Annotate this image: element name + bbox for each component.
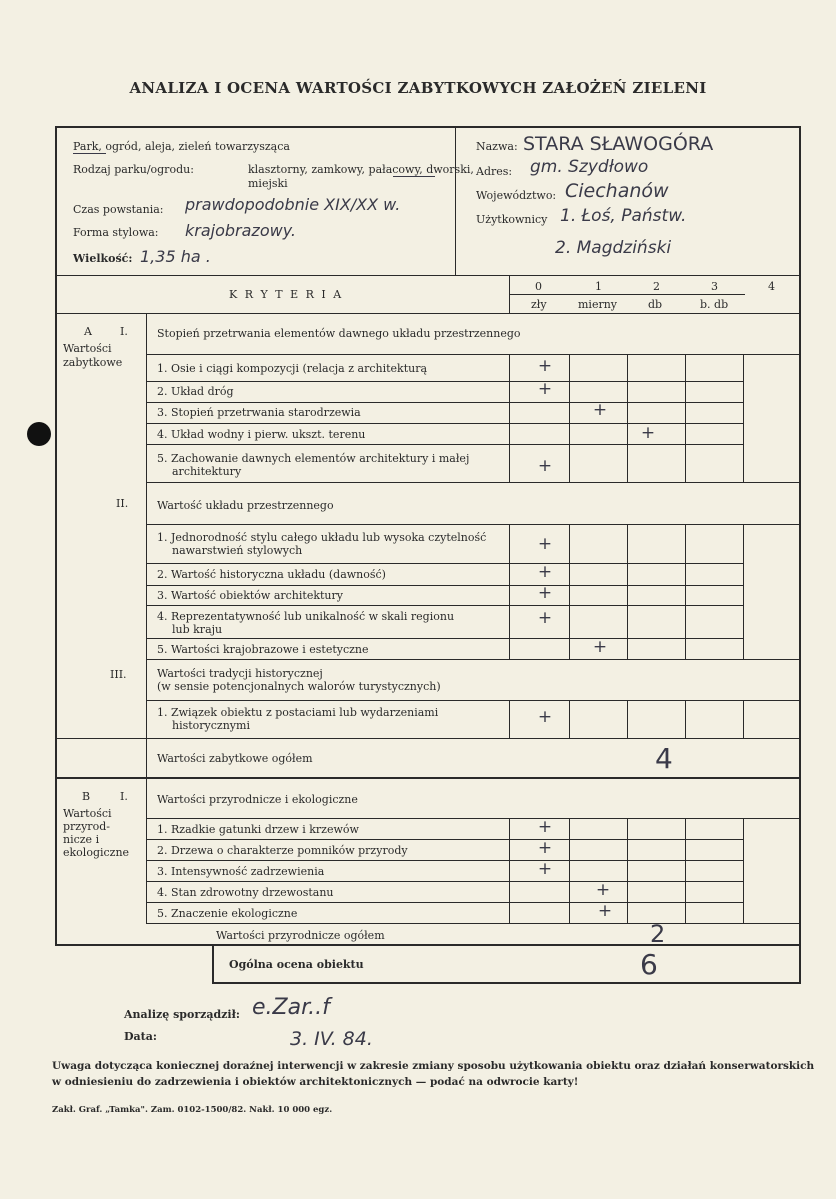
- rodzaj-label: Rodzaj parku/ogrodu:: [73, 163, 194, 176]
- uzytkownicy-value-2: 2. Magdziński: [555, 238, 672, 258]
- rule: [685, 355, 686, 483]
- czas-label: Czas powstania:: [73, 203, 164, 216]
- rule: [55, 777, 801, 779]
- imprint: Zakł. Graf. „Tamka". Zam. 0102-1500/82. Nakł. 10 000 egz.: [52, 1105, 333, 1115]
- adres-label: Adres:: [476, 165, 513, 178]
- rule: [146, 381, 743, 382]
- criterion-b-4: 4. Stan zdrowotny drzewostanu: [157, 886, 334, 899]
- criterion-a2-4-cont: lub kraju: [172, 623, 223, 636]
- uzytkownicy-value-1: 1. Łoś, Państw.: [560, 206, 687, 226]
- wojewodztwo-label: Województwo:: [476, 189, 557, 202]
- total-b-value: 2: [650, 920, 666, 948]
- rule: [627, 355, 628, 483]
- criterion-b-5: 5. Znaczenie ekologiczne: [157, 907, 298, 920]
- rule: [627, 701, 628, 738]
- rule: [146, 902, 743, 903]
- criterion-a1-3: 3. Stopień przetrwania starodrzewia: [157, 406, 361, 419]
- col-num-3: 3: [711, 280, 718, 293]
- col-num-2: 2: [653, 280, 660, 293]
- criterion-a2-1: 1. Jednorodność stylu całego układu lub wysoka czytelność: [157, 531, 487, 544]
- col-label-1: mierny: [578, 298, 618, 311]
- analiza-label: Analizę sporządził:: [124, 1008, 240, 1021]
- criterion-a1-4: 4. Układ wodny i pierw. ukszt. terenu: [157, 428, 366, 441]
- criterion-a1-5: 5. Zachowanie dawnych elementów architektury i małej: [157, 452, 470, 465]
- mark-a1-5: +: [537, 456, 553, 476]
- kryteria-bottom: [55, 313, 801, 314]
- group-3-title-2: (w sensie potencjonalnych walorów turystycznych): [157, 680, 441, 693]
- wielkosc-label: Wielkość:: [73, 252, 133, 265]
- kryteria-num-line: [509, 294, 745, 295]
- rule: [685, 701, 686, 738]
- rule: [743, 355, 744, 483]
- rule: [509, 355, 510, 483]
- page-title: ANALIZA I OCENA WARTOŚCI ZABYTKOWYCH ZAŁOŻEŃ ZIELENI: [129, 79, 707, 97]
- frame-left: [55, 126, 57, 946]
- col-num-0: 0: [535, 280, 542, 293]
- czas-value: prawdopodobnie XIX/XX w.: [185, 195, 401, 214]
- criterion-a2-4: 4. Reprezentatywność lub unikalność w skali regionu: [157, 610, 455, 623]
- section-a-roman: I.: [120, 325, 128, 338]
- rule: [569, 355, 570, 483]
- rule: [146, 585, 743, 586]
- section-a-letter: A: [84, 325, 92, 338]
- rule: [627, 819, 628, 924]
- rule: [146, 605, 743, 606]
- park-underline: [73, 153, 106, 154]
- overall-left: [212, 944, 214, 984]
- mark-a1-1: +: [537, 356, 553, 376]
- criterion-b-3: 3. Intensywność zadrzewienia: [157, 865, 325, 878]
- section-a-roman-3: III.: [110, 668, 127, 681]
- forma-label: Forma stylowa:: [73, 226, 159, 239]
- mark-a3-1: +: [537, 707, 553, 727]
- analiza-signature: e.Zar..f: [252, 995, 330, 1020]
- rule: [146, 524, 801, 525]
- col-num-1: 1: [595, 280, 602, 293]
- section-b-label-3: nicze i: [63, 833, 100, 846]
- uzytkownicy-label: Użytkownicy: [476, 213, 548, 226]
- total-a-label: Wartości zabytkowe ogółem: [157, 752, 313, 765]
- col-num-4: 4: [768, 280, 775, 293]
- punch-hole: [27, 422, 51, 446]
- mark-a2-4: +: [537, 608, 553, 628]
- rule: [146, 638, 743, 639]
- nazwa-label: Nazwa:: [476, 140, 518, 153]
- header-divider: [455, 126, 456, 276]
- mark-a2-5: +: [592, 637, 608, 657]
- wojewodztwo-value: Ciechanów: [565, 180, 669, 202]
- col-label-0: zły: [531, 298, 547, 311]
- rule: [146, 700, 801, 701]
- rule: [146, 402, 743, 403]
- section-b-letter: B: [82, 790, 91, 803]
- criterion-a3-1: 1. Związek obiektu z postaciami lub wydarzeniami: [157, 706, 439, 719]
- criterion-a3-1-cont: historycznymi: [172, 719, 250, 732]
- rule: [743, 819, 744, 924]
- nazwa-value: STARA SŁAWOGÓRA: [523, 133, 714, 155]
- rule: [146, 482, 801, 483]
- rule: [55, 738, 801, 739]
- mark-b-3: +: [537, 859, 553, 879]
- rule: [569, 525, 570, 660]
- section-a-label-1: Wartości: [63, 342, 112, 355]
- rule: [146, 860, 743, 861]
- rule: [146, 659, 801, 660]
- rule: [569, 701, 570, 738]
- note-line-1: Uwaga dotycząca koniecznej doraźnej interwencji w zakresie zmiany sposobu użytkowania obiektu oraz działań konserwatorskich: [52, 1060, 815, 1072]
- rule: [146, 881, 743, 882]
- group-2-title: Wartość układu przestrzennego: [157, 499, 334, 512]
- col-label-2: db: [648, 298, 663, 311]
- mark-a2-1: +: [537, 534, 553, 554]
- criterion-b-1: 1. Rzadkie gatunki drzew i krzewów: [157, 823, 359, 836]
- rule: [146, 444, 743, 445]
- section-b-label-2: przyrod-: [63, 820, 110, 833]
- rule: [743, 701, 744, 738]
- rule: [685, 819, 686, 924]
- rule: [743, 525, 744, 660]
- rule: [146, 738, 147, 778]
- mark-a2-2: +: [537, 562, 553, 582]
- criterion-a1-5-cont: architektury: [172, 465, 242, 478]
- frame-bottom: [55, 944, 801, 946]
- park-type-line: Park, ogród, aleja, zieleń towarzysząca: [73, 140, 290, 153]
- frame-right: [799, 126, 801, 984]
- criterion-a1-1: 1. Osie i ciągi kompozycji (relacja z architekturą: [157, 362, 428, 375]
- frame-top: [55, 126, 801, 128]
- section-b-roman: I.: [120, 790, 128, 803]
- rule: [627, 525, 628, 660]
- data-value: 3. IV. 84.: [290, 1028, 373, 1050]
- mark-a1-4: +: [640, 423, 656, 443]
- data-label: Data:: [124, 1030, 157, 1043]
- dworski-underline: [393, 176, 435, 177]
- criterion-a2-3: 3. Wartość obiektów architektury: [157, 589, 343, 602]
- group-1-line: [146, 354, 801, 355]
- rule: [569, 819, 570, 924]
- rule: [146, 818, 801, 819]
- group-1-title: Stopień przetrwania elementów dawnego układu przestrzennego: [157, 327, 521, 340]
- criterion-b-2: 2. Drzewa o charakterze pomników przyrody: [157, 844, 408, 857]
- overall-bottom: [212, 982, 801, 984]
- mark-b-5: +: [597, 901, 613, 921]
- overall-value: 6: [640, 948, 658, 981]
- col-label-3: b. db: [700, 298, 729, 311]
- mark-a1-3: +: [592, 400, 608, 420]
- header-bottom: [55, 275, 801, 276]
- section-a-label-2: zabytkowe: [63, 356, 123, 369]
- wielkosc-value: 1,35 ha .: [140, 247, 211, 266]
- rule: [146, 923, 801, 924]
- adres-value: gm. Szydłowo: [530, 157, 649, 177]
- section-b-label-4: ekologiczne: [63, 846, 130, 859]
- criterion-a2-5: 5. Wartości krajobrazowe i estetyczne: [157, 643, 369, 656]
- mark-a2-3: +: [537, 583, 553, 603]
- forma-value: krajobrazowy.: [185, 221, 297, 240]
- criterion-a1-2: 2. Układ dróg: [157, 385, 234, 398]
- criterion-a2-1-cont: nawarstwień stylowych: [172, 544, 303, 557]
- sec-a-left-col: [146, 313, 147, 738]
- section-a-roman-2: II.: [116, 497, 129, 510]
- overall-label: Ogólna ocena obiektu: [229, 958, 364, 971]
- rule: [685, 525, 686, 660]
- mark-b-1: +: [537, 817, 553, 837]
- criterion-a2-2: 2. Wartość historyczna układu (dawność): [157, 568, 386, 581]
- note-line-2: w odniesieniu do zadrzewienia i obiektów architektonicznych — podać na odwrocie karty!: [52, 1076, 579, 1088]
- group-b-title: Wartości przyrodnicze i ekologiczne: [157, 793, 358, 806]
- total-b-label: Wartości przyrodnicze ogółem: [216, 929, 385, 942]
- mark-b-2: +: [537, 838, 553, 858]
- rule: [146, 839, 743, 840]
- group-3-title-1: Wartości tradycji historycznej: [157, 667, 323, 680]
- mark-a1-2: +: [537, 379, 553, 399]
- kryteria-label: K R Y T E R I A: [229, 288, 344, 301]
- rule: [146, 563, 743, 564]
- mark-b-4: +: [595, 880, 611, 900]
- rule: [509, 819, 510, 924]
- rodzaj-options: klasztorny, zamkowy, pałacowy, dworski,: [248, 163, 474, 176]
- rodzaj-options-2: miejski: [248, 177, 288, 190]
- total-a-value: 4: [655, 742, 673, 775]
- section-b-label-1: Wartości: [63, 807, 112, 820]
- rule: [509, 525, 510, 660]
- rule: [509, 701, 510, 738]
